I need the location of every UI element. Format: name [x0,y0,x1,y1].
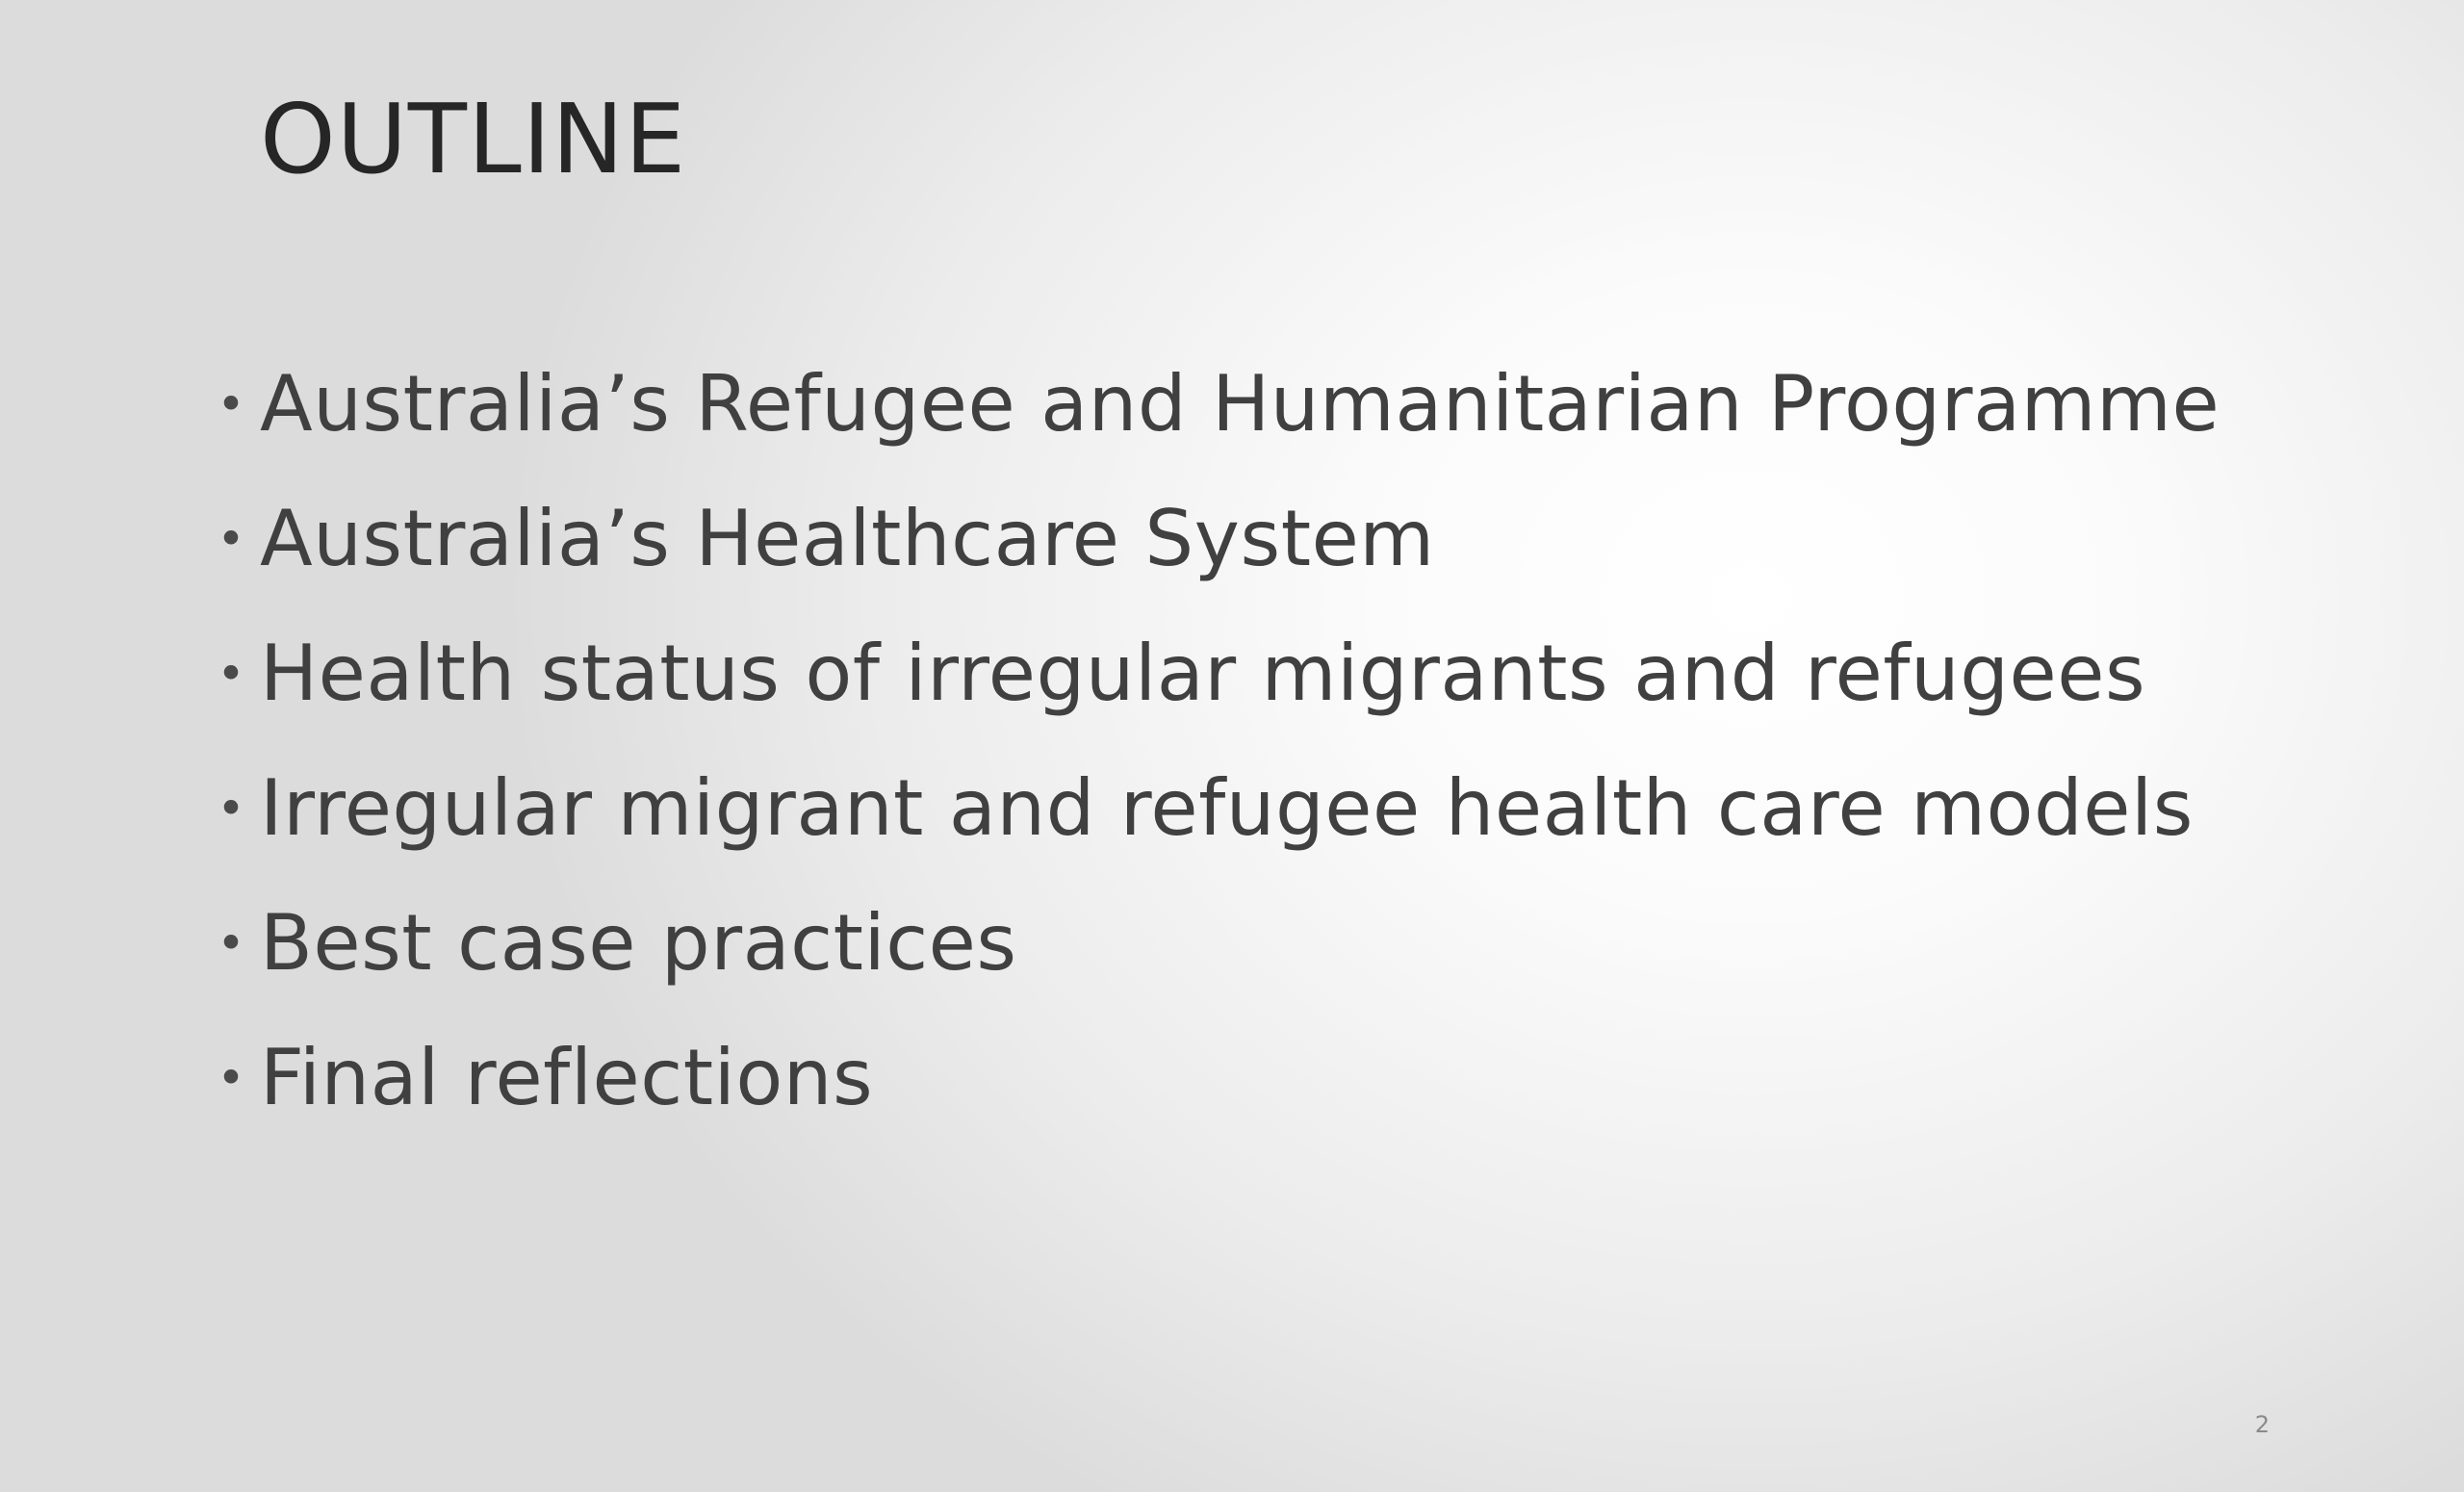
bullet-icon: • [217,646,245,702]
slide-number: 2 [2254,1411,2270,1438]
bullet-text: Final reflections [260,1033,874,1122]
list-item [202,337,2220,472]
list-item [202,876,2220,1011]
bullet-icon: • [217,511,245,567]
bullet-icon: • [217,915,245,971]
list-item [202,472,2220,606]
bullet-icon: • [217,1050,245,1106]
bullet-icon: • [217,376,245,432]
list-item [202,606,2220,741]
bullet-list [202,337,2220,1145]
list-item [202,741,2220,876]
bullet-text: Australia’s Healthcare System [260,494,1435,583]
list-item [202,1011,2220,1145]
bullet-icon: • [217,781,245,836]
bullet-text: Best case practices [260,898,1017,988]
bullet-text: Health status of irregular migrants and refugees [260,629,2146,718]
slide-title: OUTLINE [260,83,687,195]
bullet-text: Australia’s Refugee and Humanitarian Programme [260,359,2220,449]
bullet-text: Irregular migrant and refugee health care models [260,763,2194,853]
